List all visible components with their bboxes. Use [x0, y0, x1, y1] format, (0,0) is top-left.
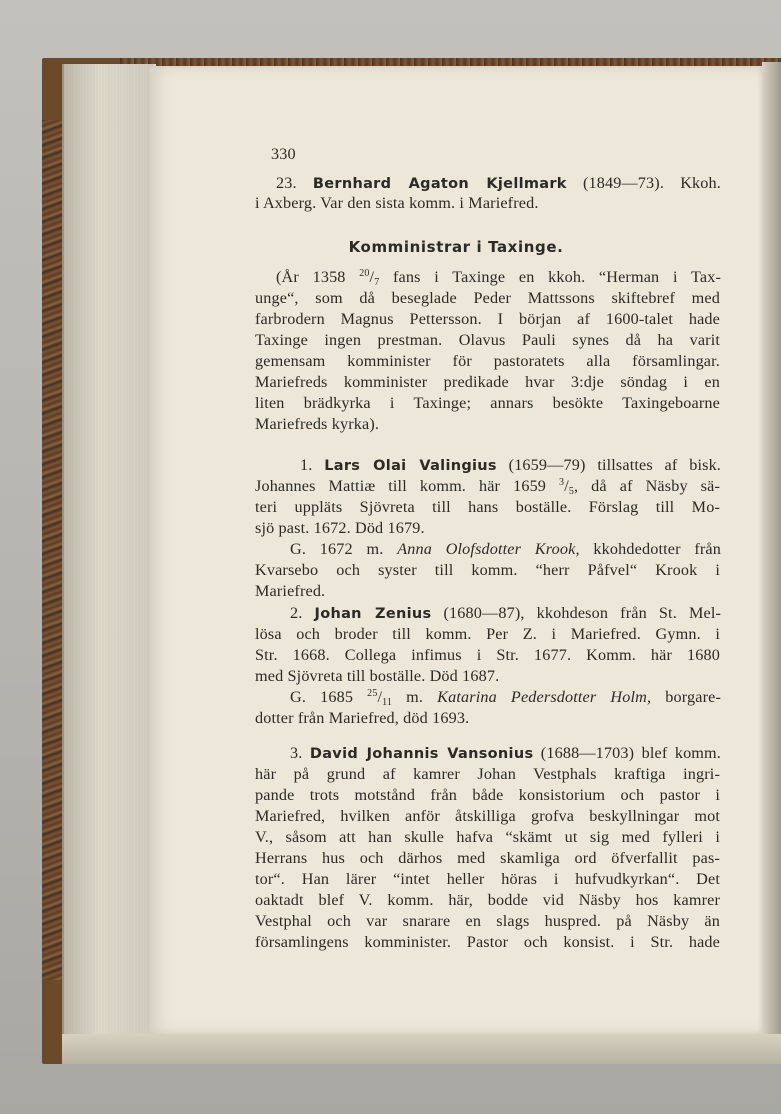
- entry-1-line-3: teri uppläts Sjövreta till hans boställe. Förslag till Mo-: [255, 498, 720, 516]
- intro-line-7: liten brädkyrka i Taxinge; annars besökte Taxingeboarne: [255, 394, 720, 412]
- entry-3-line-8: oaktadt blef V. komm. här, bodde vid Näsby hos kamrer: [255, 891, 720, 909]
- entry-3-line-10: församlingens komminister. Pastor och konsist. i Str. hade: [255, 933, 720, 951]
- entry-2-line-2: lösa och broder till komm. Per Z. i Mariefred. Gymn. i: [255, 625, 720, 643]
- entry-2-line-3: Str. 1668. Collega infimus i Str. 1677. Komm. här 1680: [255, 646, 720, 664]
- entry-2-line-5: G. 1685 $^{25}/_{11}$ m. Katarina Pedersdotter Holm, borgare-: [290, 688, 721, 708]
- entry-2-name: Johan Zenius: [314, 606, 432, 622]
- entry-3-line-5: V., såsom att han skulle hafva “skämt ut sig med fylleri i: [255, 828, 720, 846]
- marbled-cover-top: [120, 58, 781, 66]
- entry-1-line-6: Kvarsebo och syster till komm. “herr Påfvel“ Krook i: [255, 561, 720, 579]
- entry-3-line-3: pande trots motstånd från både konsistorium och pastor i: [255, 786, 720, 804]
- page-bottom-edge: [62, 1034, 781, 1064]
- entry-1-spouse: Anna Olofsdotter Krook,: [397, 540, 580, 558]
- marbled-cover-edge: [42, 120, 64, 980]
- entry-3-line-9: Vestphal och var snarare en slags huspred. på Näsby än: [255, 912, 720, 930]
- entry-1-line-2: Johannes Mattiæ till komm. här 1659 $^3/_5$, då af Näsby sä-: [255, 477, 720, 497]
- entry-23-name: Bernhard Agaton Kjellmark: [312, 176, 567, 192]
- entry-1-name: Lars Olai Valingius: [324, 458, 497, 474]
- page-number: 330: [271, 145, 296, 163]
- intro-line-3: farbrodern Magnus Pettersson. I början af 1600-talet hade: [255, 310, 720, 328]
- entry-23-line-1: 23. Bernhard Agaton Kjellmark (1849—73). Kkoh.: [276, 174, 721, 192]
- entry-3-line-4: Mariefred, hvilken anför åtskilliga grofva beskyllningar mot: [255, 807, 720, 825]
- entry-1-line-7: Mariefred.: [255, 582, 326, 600]
- entry-3-line-6: Herrans hus och därhos med skamliga ord öfverfallit pas-: [255, 849, 720, 867]
- entry-2-line-4: med Sjövreta till boställe. Död 1687.: [255, 667, 500, 685]
- entry-1-line-4: sjö past. 1672. Död 1679.: [255, 519, 425, 537]
- entry-3-line-7: tor“. Han lärer “intet heller höras i hufvudkyrkan“. Det: [255, 870, 720, 888]
- entry-23-line-2: i Axberg. Var den sista komm. i Mariefred.: [255, 194, 539, 212]
- intro-line-4: Taxinge ingen prestman. Olavus Pauli synes då ha varit: [255, 331, 720, 349]
- intro-line-6: Mariefreds komminister predikade hvar 3:dje söndag i en: [255, 373, 720, 391]
- intro-line-1: (År 1358 $^{20}/_7$ fans i Taxinge en kkoh. “Herman i Tax-: [276, 268, 721, 288]
- page-right-edge: [762, 62, 781, 1064]
- intro-line-8: Mariefreds kyrka).: [255, 415, 380, 433]
- page-stack-shadow: [62, 64, 154, 1064]
- entry-1-line-1: 1. Lars Olai Valingius (1659—79) tillsattes af bisk.: [300, 456, 722, 474]
- entry-3-line-2: här på grund af kamrer Johan Vestphals kraftiga ingri-: [255, 765, 720, 783]
- intro-line-2: unge“, som då beseglade Peder Mattssons skiftebref med: [255, 289, 720, 307]
- intro-line-5: gemensam komminister för pastoratets alla församlingar.: [255, 352, 720, 370]
- entry-3-name: David Johannis Vansonius: [309, 746, 534, 762]
- entry-2-spouse: Katarina Pedersdotter Holm,: [437, 688, 652, 706]
- entry-2-line-1: 2. Johan Zenius (1680—87), kkohdeson från St. Mel-: [290, 604, 722, 622]
- entry-2-line-6: dotter från Mariefred, död 1693.: [255, 709, 470, 727]
- entry-1-line-5: G. 1672 m. Anna Olofsdotter Krook, kkohdedotter från: [290, 540, 722, 558]
- section-heading: Komministrar i Taxinge.: [348, 238, 564, 256]
- entry-3-line-1: 3. David Johannis Vansonius (1688—1703) blef komm.: [290, 744, 721, 762]
